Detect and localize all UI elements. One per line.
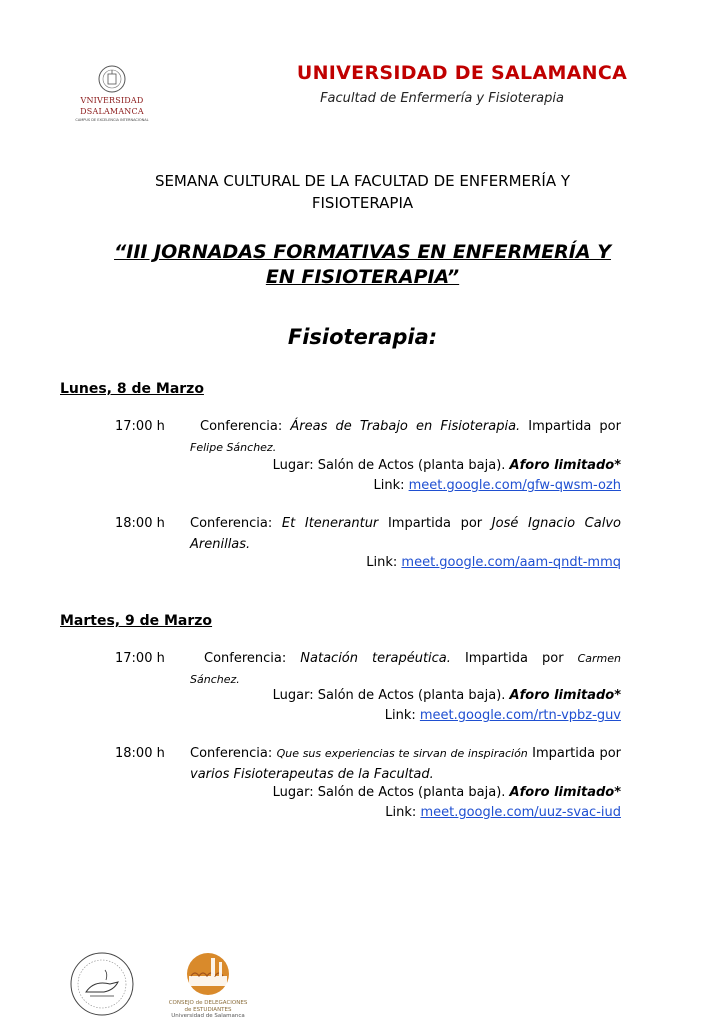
jornadas-heading xyxy=(60,240,665,290)
event-title: Áreas de Trabajo en Fisioterapia. xyxy=(290,419,521,434)
event-lugar xyxy=(273,688,621,703)
event-prefix: Conferencia: xyxy=(200,419,291,434)
council-emblem-icon xyxy=(173,950,243,996)
event-description xyxy=(190,513,621,555)
council-line2: de ESTUDIANTES xyxy=(184,1006,232,1013)
link-label: Link: xyxy=(384,708,420,723)
aforo-text: Aforo limitado* xyxy=(509,458,621,473)
lugar-text: Lugar: Salón de Actos (planta baja). xyxy=(272,458,510,473)
faculty-subtitle: Facultad de Enfermería y Fisioterapia xyxy=(320,91,564,106)
event-description xyxy=(190,743,621,785)
event-middle: Impartida por xyxy=(378,516,492,531)
meet-link[interactable]: meet.google.com/aam-qndt-mmq xyxy=(401,555,621,570)
event-prefix: Conferencia: xyxy=(190,746,277,761)
jornadas-line1: “III JORNADAS FORMATIVAS EN ENFERMERÍA Y xyxy=(114,241,611,263)
nursing-lamp-emblem-icon xyxy=(64,950,140,1018)
link-label: Link: xyxy=(373,478,409,493)
link-label: Link: xyxy=(366,555,402,570)
event-lugar xyxy=(273,785,621,800)
day-heading: Lunes, 8 de Marzo xyxy=(60,381,204,397)
event-time: 18:00 h xyxy=(115,516,165,531)
lugar-text: Lugar: Salón de Actos (planta baja). xyxy=(272,688,510,703)
event-time: 18:00 h xyxy=(115,746,165,761)
day-heading: Martes, 9 de Marzo xyxy=(60,613,213,629)
event-middle: Impartida por xyxy=(527,746,621,761)
meet-link[interactable]: meet.google.com/uuz-svac-iud xyxy=(420,805,621,820)
link-label: Link: xyxy=(385,805,421,820)
event-middle: Impartida por xyxy=(450,651,578,666)
nursing-school-logo xyxy=(64,950,140,1018)
section-title: Fisioterapia: xyxy=(287,325,438,349)
event-title: Natación terapéutica. xyxy=(300,651,451,666)
aforo-text: Aforo limitado* xyxy=(509,688,621,703)
event-link-line xyxy=(366,555,621,570)
event-middle: Impartida por xyxy=(520,419,621,434)
event-time: 17:00 h xyxy=(115,419,165,434)
event-description xyxy=(190,648,621,690)
semana-line2: FISIOTERAPIA xyxy=(311,194,414,212)
jornadas-line2: EN FISIOTERAPIA” xyxy=(265,266,460,288)
logo-motto: CAMPUS DE EXCELENCIA INTERNACIONAL xyxy=(75,118,149,122)
event-prefix: Conferencia: xyxy=(190,516,282,531)
lugar-text: Lugar: Salón de Actos (planta baja). xyxy=(272,785,510,800)
logo-name-line2: DSALAMANCA xyxy=(80,107,144,116)
council-line1: CONSEJO de DELEGACIONES xyxy=(168,1000,248,1006)
meet-link[interactable]: meet.google.com/gfw-qwsm-ozh xyxy=(408,478,621,493)
event-speaker: varios Fisioterapeutas de la Facultad. xyxy=(190,767,434,782)
council-line3: Universidad de Salamanca xyxy=(171,1013,245,1019)
event-link-line xyxy=(385,708,621,723)
event-description xyxy=(190,416,621,458)
logo-name-line1: VNIVERSIDAD xyxy=(80,96,144,105)
university-title: UNIVERSIDAD DE SALAMANCA xyxy=(296,62,628,84)
event-title: Et Itenerantur xyxy=(281,516,379,531)
event-prefix: Conferencia: xyxy=(204,651,301,666)
event-speaker: Carmen Sánchez. xyxy=(190,652,621,686)
event-time: 17:00 h xyxy=(115,651,165,666)
semana-line1: SEMANA CULTURAL DE LA FACULTAD DE ENFERMERÍA Y xyxy=(154,172,571,190)
meet-link[interactable]: meet.google.com/rtn-vpbz-guv xyxy=(419,708,621,723)
event-lugar xyxy=(273,458,621,473)
event-speaker: José Ignacio Calvo Arenillas. xyxy=(190,516,621,552)
student-council-logo xyxy=(158,950,258,1024)
event-link-line xyxy=(385,805,621,820)
semana-heading xyxy=(60,170,665,214)
university-seal-icon xyxy=(97,64,127,94)
aforo-text: Aforo limitado* xyxy=(509,785,621,800)
event-title: Que sus experiencias te sirvan de inspiración xyxy=(276,747,528,760)
event-link-line xyxy=(373,478,621,493)
university-logo xyxy=(72,64,152,124)
event-speaker: Felipe Sánchez. xyxy=(190,441,277,454)
